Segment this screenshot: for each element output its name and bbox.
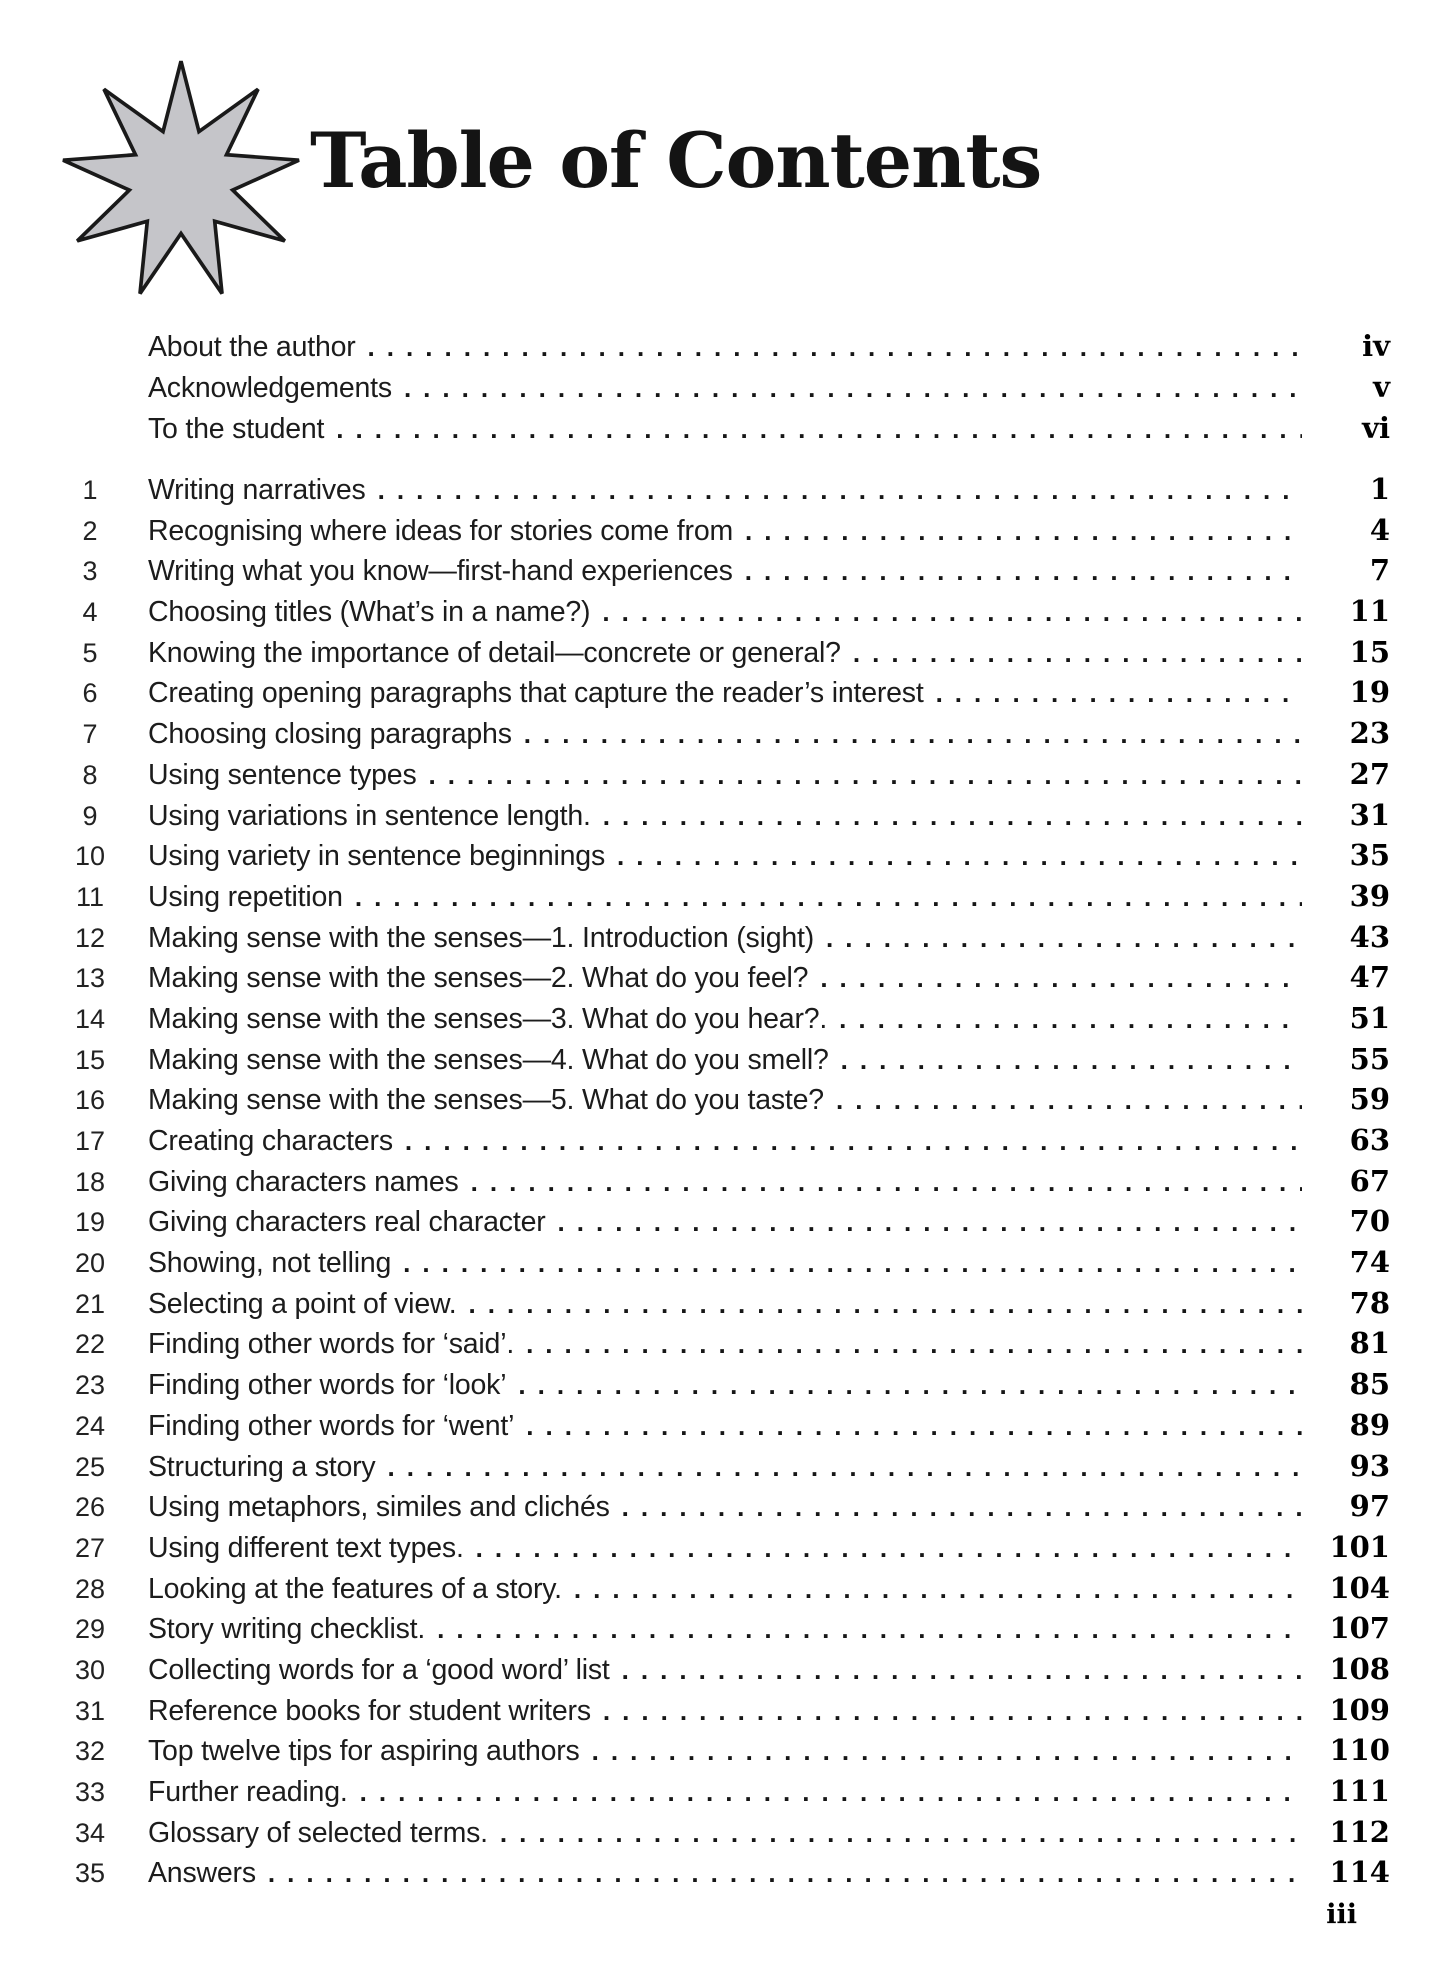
leader-dots — [622, 1487, 1302, 1528]
chapter-row — [72, 1039, 1390, 1080]
page-number: 51 — [1349, 1000, 1390, 1035]
chapter-number: 28 — [74, 1573, 106, 1604]
chapter-number: 1 — [82, 475, 98, 505]
chapter-row — [72, 469, 1390, 510]
chapter-row — [72, 1852, 1390, 1893]
chapter-title: Selecting a point of view. — [148, 1287, 457, 1320]
leader-dots — [378, 470, 1302, 511]
chapter-row — [72, 632, 1390, 673]
leader-dots — [429, 755, 1303, 796]
entry-title: Acknowledgements — [148, 372, 392, 404]
chapter-title: Collecting words for a ‘good word’ list — [148, 1653, 610, 1686]
chapter-row — [72, 835, 1390, 876]
chapter-title: Top twelve tips for aspiring authors — [148, 1735, 580, 1768]
chapter-row — [72, 550, 1390, 591]
leader-dots — [592, 1731, 1302, 1772]
chapter-number: 7 — [82, 719, 98, 750]
leader-dots — [745, 551, 1302, 592]
chapter-number: 6 — [82, 678, 98, 709]
chapter-title: Looking at the features of a story. — [148, 1572, 562, 1605]
page-number: 55 — [1349, 1041, 1390, 1076]
page-header — [0, 0, 1445, 320]
table-of-contents — [0, 326, 1445, 1893]
chapter-title: Creating opening paragraphs that capture the reader’s interest — [148, 677, 924, 710]
front-matter-row — [72, 408, 1390, 449]
leader-dots — [558, 1202, 1302, 1243]
page-number: 111 — [1329, 1774, 1390, 1808]
front-matter-row — [72, 367, 1390, 408]
page-number: 109 — [1329, 1692, 1390, 1727]
leader-dots — [368, 327, 1302, 368]
chapter-row — [72, 1079, 1390, 1120]
leader-dots — [476, 1528, 1302, 1569]
chapter-number: 4 — [82, 597, 98, 628]
chapter-title: Answers — [148, 1857, 256, 1890]
chapter-row — [72, 713, 1390, 754]
chapter-row — [72, 672, 1390, 713]
leader-dots — [841, 1040, 1302, 1081]
chapter-number: 18 — [74, 1166, 106, 1197]
chapter-number: 23 — [74, 1370, 106, 1401]
chapter-title: Choosing closing paragraphs — [148, 718, 512, 751]
chapter-number: 27 — [74, 1532, 106, 1563]
leader-dots — [355, 877, 1302, 918]
chapter-number: 35 — [74, 1858, 106, 1889]
chapter-title: Further reading. — [148, 1776, 348, 1808]
chapter-title: Story writing checklist. — [148, 1613, 426, 1646]
page-number: v — [1373, 370, 1390, 404]
chapter-row — [72, 1364, 1390, 1405]
page-number: 15 — [1349, 634, 1390, 669]
chapter-number: 16 — [74, 1085, 106, 1116]
chapter-number: 5 — [82, 637, 98, 668]
page-number: vi — [1362, 411, 1390, 445]
page-number: 101 — [1329, 1529, 1390, 1564]
chapter-number: 12 — [74, 922, 106, 953]
leader-dots — [387, 1447, 1302, 1488]
chapter-number: 30 — [74, 1654, 106, 1685]
page-number: 59 — [1349, 1082, 1390, 1117]
front-matter-row — [72, 326, 1390, 367]
chapter-number: 13 — [74, 963, 106, 994]
chapter-title: Reference books for student writers — [148, 1694, 591, 1727]
chapter-title: Giving characters names — [148, 1165, 459, 1198]
leader-dots — [745, 511, 1302, 552]
chapter-title: Making sense with the senses—5. What do you taste? — [148, 1084, 824, 1117]
leader-dots — [524, 714, 1302, 755]
leader-dots — [437, 1609, 1302, 1650]
chapter-title: Using repetition — [148, 880, 343, 913]
page-number: 35 — [1349, 838, 1390, 873]
leader-dots — [500, 1813, 1302, 1854]
chapter-title: Creating characters — [148, 1125, 393, 1157]
chapter-number: 2 — [82, 515, 98, 546]
chapter-title: Giving characters real character — [148, 1206, 546, 1239]
chapter-number: 22 — [74, 1329, 106, 1360]
chapter-number: 17 — [74, 1126, 106, 1156]
chapter-title: Using variety in sentence beginnings — [148, 840, 605, 873]
leader-dots — [603, 796, 1302, 837]
chapter-number: 31 — [74, 1695, 106, 1726]
chapter-number: 14 — [74, 1003, 106, 1034]
leader-dots — [574, 1569, 1302, 1610]
chapter-title: Finding other words for ‘look’ — [148, 1369, 507, 1402]
leader-dots — [617, 836, 1302, 877]
leader-dots — [853, 633, 1302, 674]
page-number: 4 — [1369, 512, 1390, 547]
page-number: 81 — [1349, 1326, 1390, 1361]
chapter-title: Choosing titles (What’s in a name?) — [148, 596, 591, 629]
chapter-list — [72, 469, 1390, 1893]
chapter-title: Making sense with the senses—2. What do you feel? — [148, 962, 809, 995]
leader-dots — [360, 1772, 1302, 1813]
page-number: 43 — [1349, 919, 1390, 954]
chapter-row — [72, 876, 1390, 917]
leader-dots — [820, 958, 1302, 999]
chapter-row — [72, 510, 1390, 551]
chapter-title: Knowing the importance of detail—concrete or general? — [148, 636, 841, 669]
page-title: Table of Contents — [310, 116, 1042, 205]
chapter-row — [72, 1405, 1390, 1446]
section-gap — [72, 449, 1390, 469]
page-number: 39 — [1349, 878, 1390, 913]
page-number: 31 — [1349, 797, 1390, 832]
chapter-number: 32 — [74, 1736, 106, 1767]
chapter-row — [72, 998, 1390, 1039]
chapter-number: 24 — [74, 1410, 106, 1441]
page-number: 78 — [1349, 1285, 1390, 1320]
chapter-number: 3 — [82, 556, 98, 587]
leader-dots — [622, 1650, 1302, 1691]
chapter-row — [72, 1283, 1390, 1324]
chapter-row — [72, 1242, 1390, 1283]
page-number: 97 — [1349, 1489, 1390, 1524]
chapter-number: 9 — [82, 800, 98, 831]
leader-dots — [936, 673, 1302, 714]
page-number: 85 — [1349, 1367, 1390, 1402]
chapter-number: 26 — [74, 1492, 106, 1523]
chapter-title: Recognising where ideas for stories come from — [148, 514, 734, 547]
page-number: 108 — [1329, 1651, 1390, 1686]
page-number: 107 — [1329, 1611, 1390, 1646]
page-number: 47 — [1349, 960, 1390, 995]
page-number: 27 — [1349, 756, 1390, 791]
leader-dots — [839, 999, 1302, 1040]
chapter-number: 15 — [74, 1044, 106, 1075]
chapter-title: Writing narratives — [148, 474, 366, 506]
chapter-number: 21 — [74, 1288, 106, 1319]
chapter-title: Using variations in sentence length. — [148, 799, 591, 832]
chapter-row — [72, 1486, 1390, 1527]
leader-dots — [336, 409, 1302, 450]
chapter-number: 33 — [74, 1777, 106, 1807]
chapter-row — [72, 1608, 1390, 1649]
chapter-title: Finding other words for ‘said’. — [148, 1328, 515, 1361]
chapter-title: Using metaphors, similes and clichés — [148, 1491, 610, 1524]
footer-page-number: iii — [1326, 1899, 1357, 1930]
chapter-row — [72, 754, 1390, 795]
leader-dots — [826, 918, 1302, 959]
chapter-title: Using sentence types — [148, 758, 417, 791]
leader-dots — [602, 592, 1302, 633]
page-number: 70 — [1349, 1204, 1390, 1239]
chapter-title: Making sense with the senses—3. What do you hear?. — [148, 1002, 828, 1035]
chapter-title: Making sense with the senses—4. What do you smell? — [148, 1043, 829, 1076]
chapter-row — [72, 1812, 1390, 1853]
leader-dots — [404, 368, 1302, 409]
chapter-row — [72, 591, 1390, 632]
chapter-title: Glossary of selected terms. — [148, 1816, 488, 1849]
leader-dots — [469, 1284, 1303, 1325]
page-number: 112 — [1329, 1814, 1390, 1849]
chapter-row — [72, 1730, 1390, 1771]
chapter-row — [72, 917, 1390, 958]
chapter-row — [72, 795, 1390, 836]
page-number: 1 — [1369, 472, 1390, 506]
chapter-number: 20 — [74, 1248, 106, 1279]
entry-title: To the student — [148, 413, 325, 445]
page-number: 11 — [1349, 594, 1390, 629]
chapter-title: Writing what you know—first-hand experiences — [148, 555, 733, 588]
chapter-number: 8 — [82, 759, 98, 790]
chapter-row — [72, 1161, 1390, 1202]
chapter-number: 19 — [74, 1207, 106, 1238]
page-number: 63 — [1349, 1123, 1390, 1157]
page-number: 114 — [1329, 1855, 1390, 1890]
page-number: iv — [1362, 329, 1390, 363]
chapter-title: Using different text types. — [148, 1531, 464, 1564]
front-matter-list — [72, 326, 1390, 449]
leader-dots — [603, 1691, 1302, 1732]
leader-dots — [836, 1080, 1302, 1121]
chapter-number: 34 — [74, 1817, 106, 1848]
page-number: 74 — [1349, 1245, 1390, 1280]
page-number: 93 — [1349, 1448, 1390, 1483]
leader-dots — [405, 1121, 1302, 1162]
page-number: 110 — [1329, 1733, 1390, 1768]
page-number: 89 — [1349, 1407, 1390, 1442]
chapter-row — [72, 1690, 1390, 1731]
page-number: 7 — [1369, 553, 1390, 588]
chapter-title: Structuring a story — [148, 1450, 376, 1483]
page-number: 19 — [1349, 675, 1390, 710]
leader-dots — [471, 1162, 1302, 1203]
chapter-number: 10 — [74, 841, 106, 872]
chapter-row — [72, 1323, 1390, 1364]
page-number: 67 — [1349, 1163, 1390, 1198]
chapter-title: Showing, not telling — [148, 1247, 392, 1280]
chapter-number: 29 — [74, 1614, 106, 1645]
starburst-icon — [52, 52, 310, 310]
chapter-title: Making sense with the senses—1. Introduction (sight) — [148, 921, 815, 954]
leader-dots — [526, 1324, 1302, 1365]
page-number: 104 — [1329, 1570, 1390, 1605]
leader-dots — [403, 1243, 1302, 1284]
page-number: 23 — [1349, 716, 1390, 751]
chapter-row — [72, 1527, 1390, 1568]
chapter-row — [72, 1649, 1390, 1690]
chapter-row — [72, 1771, 1390, 1812]
chapter-row — [72, 1201, 1390, 1242]
chapter-row — [72, 1446, 1390, 1487]
leader-dots — [268, 1853, 1302, 1894]
chapter-row — [72, 957, 1390, 998]
chapter-number: 11 — [75, 881, 105, 912]
chapter-row — [72, 1120, 1390, 1161]
starburst-shape — [63, 61, 299, 293]
chapter-title: Finding other words for ‘went’ — [148, 1409, 515, 1442]
chapter-number: 25 — [74, 1451, 106, 1482]
leader-dots — [518, 1365, 1302, 1406]
leader-dots — [526, 1406, 1302, 1447]
entry-title: About the author — [148, 331, 356, 363]
chapter-row — [72, 1568, 1390, 1609]
